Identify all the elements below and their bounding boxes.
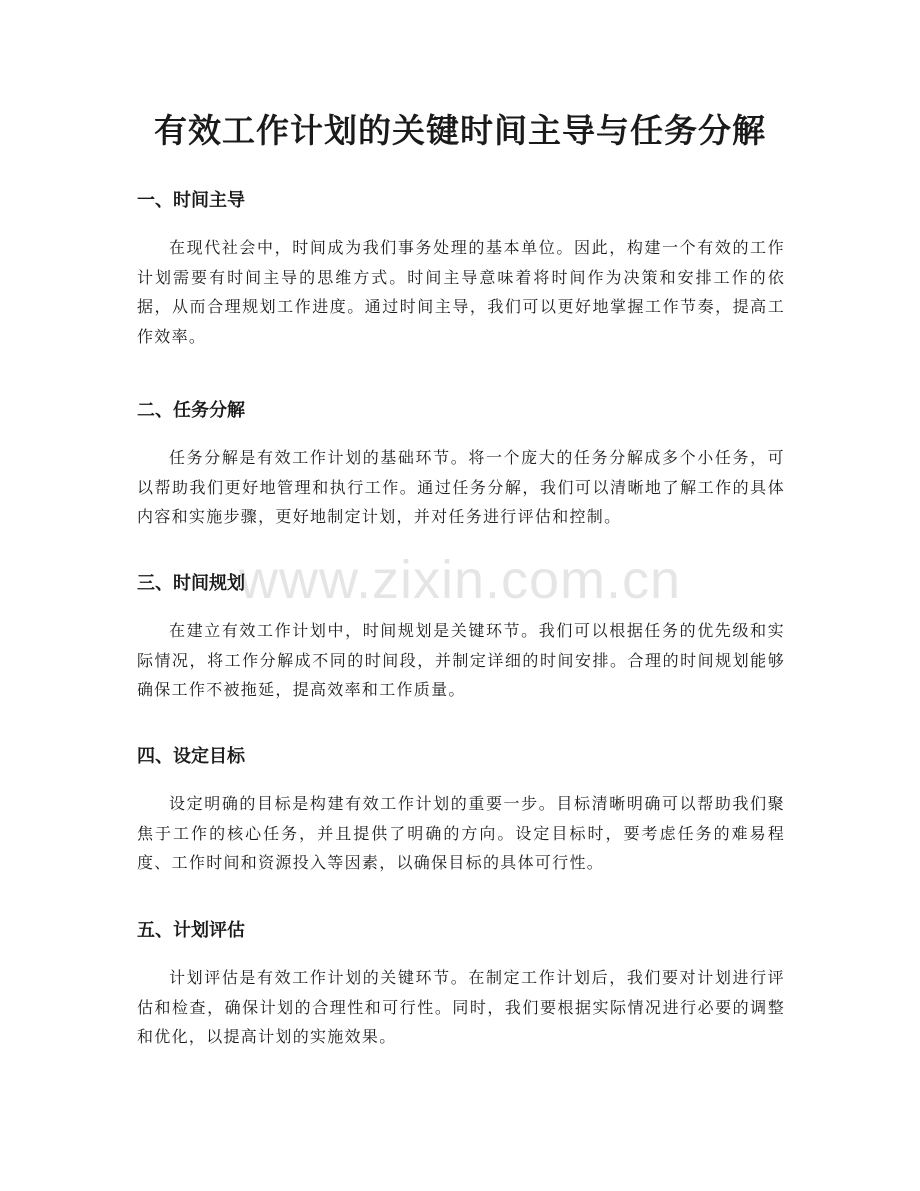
section-plan-evaluation xyxy=(137,918,785,1052)
watermark: www.zixin.com.cn xyxy=(238,550,682,610)
section-paragraph: 设定明确的目标是构建有效工作计划的重要一步。目标清晰明确可以帮助我们聚焦于工作的核心任务，并且提供了明确的方向。设定目标时，要考虑任务的难易程度、工作时间和资源投入等因素，以确保目标的具体可行性。 xyxy=(137,794,785,872)
section-heading: 三、时间规划 xyxy=(137,573,245,594)
section-heading: 一、时间主导 xyxy=(137,190,245,211)
section-time-planning xyxy=(137,571,785,705)
section-heading: 四、设定目标 xyxy=(137,746,245,767)
section-goal-setting xyxy=(137,744,785,878)
section-paragraph: 在现代社会中，时间成为我们事务处理的基本单位。因此，构建一个有效的工作计划需要有时间主导的思维方式。时间主导意味着将时间作为决策和安排工作的依据，从而合理规划工作进度。通过时间主导，我们可以更好地掌握工作节奏，提高工作效率。 xyxy=(137,238,785,346)
section-heading: 五、计划评估 xyxy=(137,920,245,941)
document-title: 有效工作计划的关键时间主导与任务分解 xyxy=(154,111,766,150)
section-paragraph: 任务分解是有效工作计划的基础环节。将一个庞大的任务分解成多个小任务，可以帮助我们更好地管理和执行工作。通过任务分解，我们可以清晰地了解工作的具体内容和实施步骤，更好地制定计划，并对任务进行评估和控制。 xyxy=(137,448,785,526)
section-time-leadership xyxy=(137,188,785,351)
section-task-decomposition xyxy=(137,398,785,532)
section-paragraph: 计划评估是有效工作计划的关键环节。在制定工作计划后，我们要对计划进行评估和检查，确保计划的合理性和可行性。同时，我们要根据实际情况进行必要的调整和优化，以提高计划的实施效果。 xyxy=(137,968,785,1046)
section-paragraph: 在建立有效工作计划中，时间规划是关键环节。我们可以根据任务的优先级和实际情况，将工作分解成不同的时间段，并制定详细的时间安排。合理的时间规划能够确保工作不被拖延，提高效率和工作质量。 xyxy=(137,621,785,699)
section-heading: 二、任务分解 xyxy=(137,400,245,421)
